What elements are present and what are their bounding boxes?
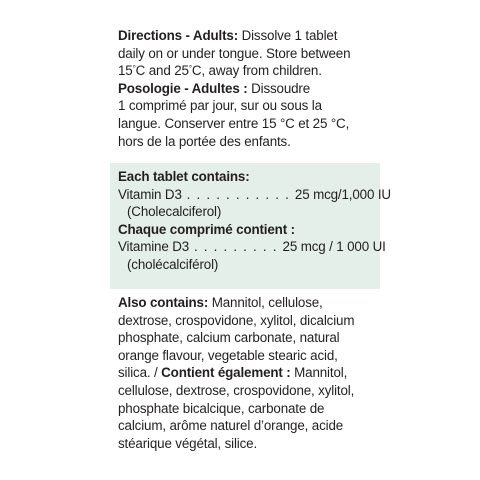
ingredient-row-fr <box>118 238 386 256</box>
leader-dots: . . . . . . . . . <box>189 239 283 255</box>
directions-section <box>118 27 368 150</box>
degree-symbol: ° <box>132 64 136 74</box>
ingredient-source-fr: (cholécalciférol) <box>127 256 219 272</box>
ingredient-amount: 25 mcg / 1 000 UI <box>282 239 386 255</box>
directions-en-heading: Directions - Adults: <box>118 28 239 43</box>
also-contains-section: Also contains: Mannitol, cellulose, dextrose, crospovidone, xylitol, dicalcium phosphate, calcium carbonate, natural orange flavour, vegetable stearic acid, silica. / Contient également : Mannitol, cellulose, dextrose, crospovidone, xylitol, phosphate bicalcique, carbonate de calcium, arôme naturel d’orange, acide stéarique végétal, silice. <box>118 295 355 451</box>
leader-dots: . . . . . . . . . . . <box>181 186 295 202</box>
ingredient-amount: 25 mcg/1,000 IU <box>294 186 391 202</box>
directions-fr-line-2: 1 comprimé par jour, sur ou sous la <box>118 98 322 114</box>
directions-fr-heading: Posologie - Adultes : <box>118 80 248 96</box>
directions-fr-line-1: Posologie - Adultes : Dissoudre <box>118 80 311 96</box>
contains-section <box>118 168 391 274</box>
directions-en-line-2: daily on or under tongue. Store between <box>118 45 351 61</box>
directions-fr-line-4: hors de la portée des enfants. <box>118 133 291 149</box>
contains-fr-heading: Chaque comprimé contient : <box>118 221 295 237</box>
contains-en-heading: Each tablet contains: <box>118 169 250 184</box>
directions-fr-line-3: langue. Conserver entre 15 °C et 25 °C, <box>118 115 350 131</box>
ingredient-source-en: (Cholecalciferol) <box>127 204 222 220</box>
ingredient-name: Vitamin D3 <box>118 186 182 202</box>
ingredient-name: Vitamine D3 <box>118 239 190 255</box>
also-en-heading: Also contains: <box>118 295 209 310</box>
degree-symbol: ° <box>188 64 192 74</box>
ingredient-row-en <box>118 186 391 204</box>
also-fr-heading: Contient également : <box>161 365 291 381</box>
directions-en-line-3: 15°C and 25°C, away from children. <box>118 63 322 79</box>
directions-en-line-1: Directions - Adults: Dissolve 1 tablet <box>118 28 338 43</box>
